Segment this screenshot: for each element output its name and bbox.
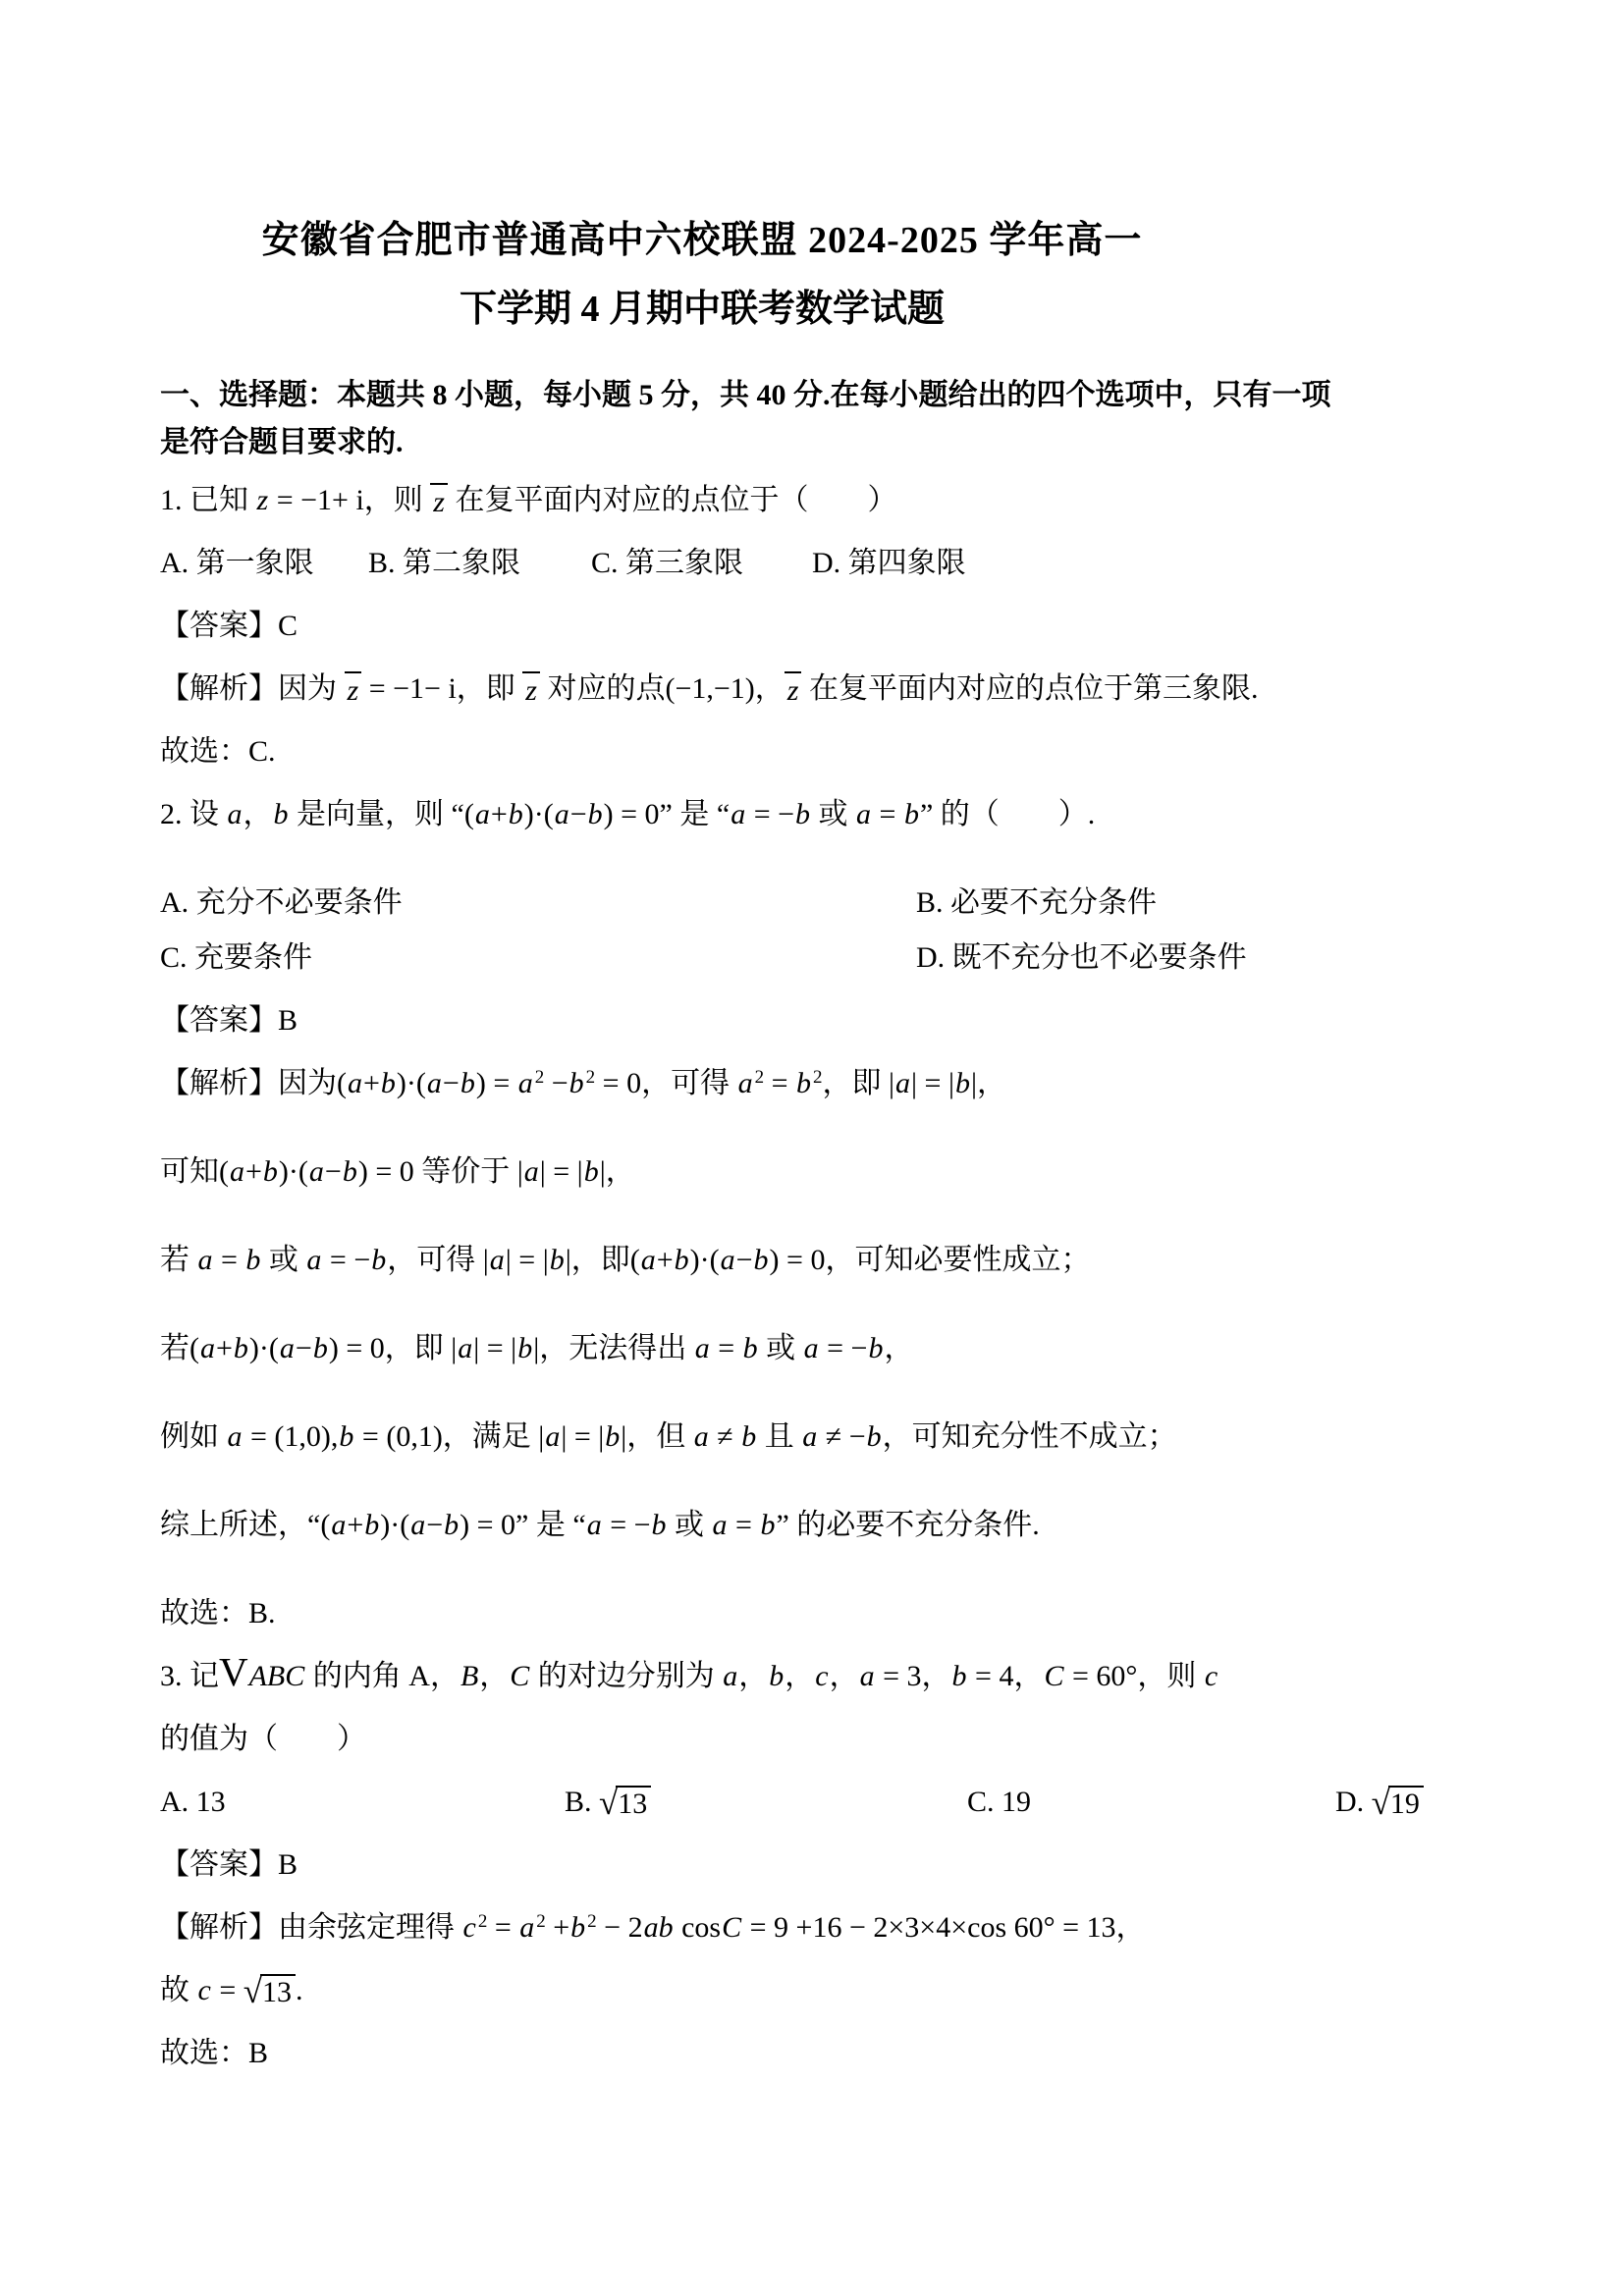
q3-stem-line2: 的值为（ ） [160, 1722, 366, 1755]
q2-analysis-line1: 【解析】因为(a+b)·(a−b) = a $^2$ −b $^2$ = 0，可得 a $^2$ = b $^2$，即 |a| = |b|， [160, 1066, 1006, 1099]
q2-option-d: D. 既不充分也不必要条件 [916, 940, 1247, 974]
q1-option-d: D. 第四象限 [812, 546, 966, 579]
q3-options [160, 1781, 1469, 1824]
q2-stem: 2. 设 a，b 是向量，则 “(a+b)·(a−b) = 0” 是 “a = −b 或 a = b” 的（ ）. [160, 797, 1096, 830]
q1-option-b: B. 第二象限 [368, 546, 521, 579]
q1-answer: 【答案】C [160, 609, 298, 642]
question-1 [160, 479, 1469, 774]
q1-conclusion: 故选：C. [160, 734, 276, 768]
q3-conclusion: 故选：B [160, 2036, 269, 2069]
q1-options [160, 542, 1469, 585]
question-2 [160, 793, 1469, 1635]
q3-answer: 【答案】B [160, 1847, 298, 1881]
q2-analysis-line4: 若(a+b)·(a−b) = 0，即 |a| = |b|，无法得出 a = b 或 a = −b， [160, 1331, 914, 1364]
q1-option-a: A. 第一象限 [160, 546, 314, 579]
q3-analysis-line2: 故 c = √ 13 . [160, 1971, 303, 2010]
document-title [160, 222, 1244, 330]
q1-option-c: C. 第三象限 [591, 546, 744, 579]
section-heading-line1: 一、选择题：本题共 8 小题，每小题 5 分，共 40 分.在每小题给出的四个选项中，只有一项 [160, 378, 1331, 411]
q2-options [160, 881, 1469, 980]
q2-conclusion: 故选：B. [160, 1596, 276, 1629]
q2-analysis-line5: 例如 a = (1,0),b = (0,1)，满足 |a| = |b|，但 a ≠ b 且 a ≠ −b，可知充分性不成立； [160, 1419, 1177, 1453]
q3-option-c: C. 19 [967, 1785, 1032, 1818]
question-3 [160, 1648, 1469, 2075]
q3-option-d: D. √ 19 [1335, 1781, 1469, 1824]
q1-stem: 1. 已知 z = −1+ i，则 z 在复平面内对应的点位于（ ） [160, 483, 897, 518]
q3-analysis-line1: 【解析】由余弦定理得 c $^2$ = a $^2$ +b $^2$ − 2ab cosC = 9 +16 − 2×3×4×cos 60° = 13， [160, 1910, 1146, 1944]
q2-analysis-line3: 若 a = b 或 a = −b，可得 |a| = |b|，即(a+b)·(a−b) = 0，可知必要性成立； [160, 1243, 1091, 1276]
section-heading-line2: 是符合题目要求的. [160, 425, 404, 458]
q3-option-a: A. 13 [160, 1785, 226, 1818]
q1-analysis: 【解析】因为 z = −1− i，即 z 对应的点(−1,−1)， z 在复平面内对应的点位于第三象限. [160, 671, 1259, 707]
q2-option-b: B. 必要不充分条件 [916, 885, 1158, 919]
q3-stem-line1: 3. 记VABC 的内角 A，B，C 的对边分别为 a，b，c，a = 3，b = 4，C = 60°，则 c [160, 1648, 1218, 1694]
q2-option-c: C. 充要条件 [160, 940, 313, 974]
document-title-line2: 下学期 4 月期中联考数学试题 [459, 288, 945, 330]
q2-answer: 【答案】B [160, 1003, 298, 1037]
document-title-line1: 安徽省合肥市普通高中六校联盟 2024-2025 学年高一 [261, 220, 1143, 261]
q3-option-b: B. √ 13 [565, 1781, 967, 1824]
q2-analysis-line2: 可知(a+b)·(a−b) = 0 等价于 |a| = |b|， [160, 1154, 635, 1188]
q2-option-a: A. 充分不必要条件 [160, 885, 403, 919]
q2-analysis-line6: 综上所述，“(a+b)·(a−b) = 0” 是 “a = −b 或 a = b” 的必要不充分条件. [160, 1508, 1040, 1541]
